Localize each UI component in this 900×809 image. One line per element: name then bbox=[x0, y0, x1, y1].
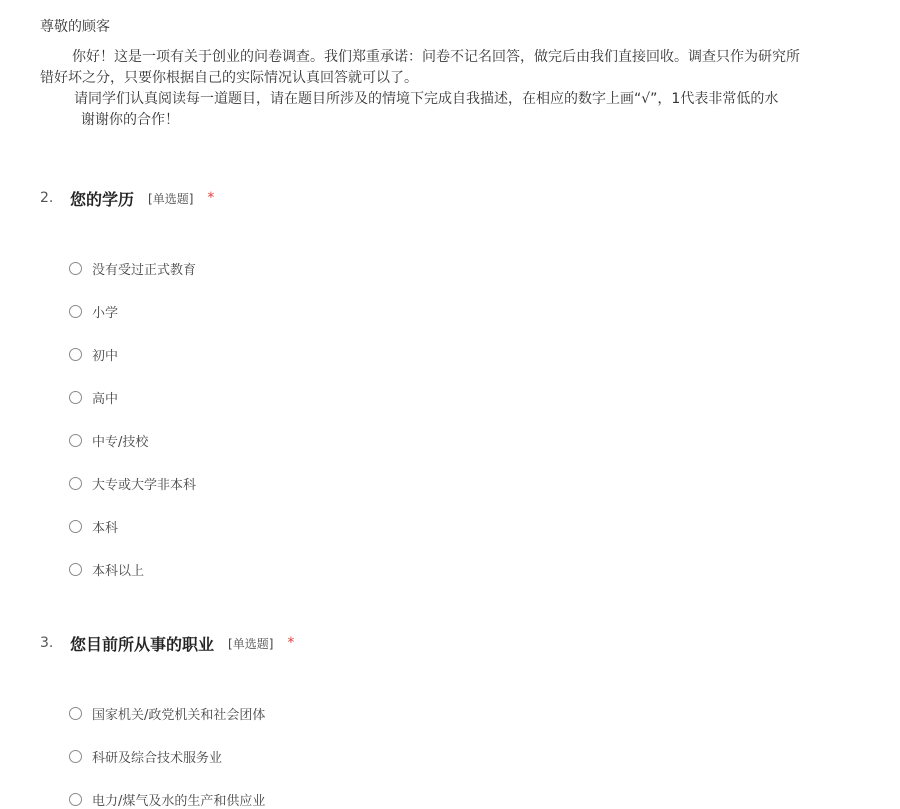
question-type-badge: [单选题] bbox=[148, 191, 194, 206]
required-asterisk: * bbox=[207, 190, 215, 206]
option-label: 小学 bbox=[92, 305, 119, 321]
q2-option-7[interactable] bbox=[69, 516, 118, 536]
q2-option-1[interactable] bbox=[69, 258, 196, 278]
radio-button[interactable] bbox=[69, 305, 82, 318]
q2-option-2[interactable] bbox=[69, 301, 118, 321]
question-3-header bbox=[40, 631, 294, 655]
question-title: 您目前所从事的职业 bbox=[70, 634, 215, 654]
option-label: 电力/煤气及水的生产和供应业 bbox=[92, 793, 266, 809]
radio-button[interactable] bbox=[69, 520, 82, 533]
survey-greeting: 尊敬的顾客 bbox=[40, 19, 110, 35]
intro-line-1: 你好！这是一项有关于创业的问卷调查。我们郑重承诺：问卷不记名回答，做完后由我们直接回收。调查只作为研究所 bbox=[72, 49, 800, 65]
radio-button[interactable] bbox=[69, 348, 82, 361]
question-number: 3. bbox=[40, 635, 54, 651]
radio-button[interactable] bbox=[69, 793, 82, 806]
radio-button[interactable] bbox=[69, 262, 82, 275]
q2-option-6[interactable] bbox=[69, 473, 196, 493]
radio-button[interactable] bbox=[69, 707, 82, 720]
q2-option-4[interactable] bbox=[69, 387, 118, 407]
option-label: 本科 bbox=[92, 520, 119, 536]
q3-option-2[interactable] bbox=[69, 746, 222, 766]
question-type-badge: [单选题] bbox=[228, 636, 274, 651]
radio-button[interactable] bbox=[69, 563, 82, 576]
q3-option-3[interactable] bbox=[69, 789, 265, 809]
intro-line-3: 请同学们认真阅读每一道题目，请在题目所涉及的情境下完成自我描述，在相应的数字上画“√”，1代表非常低的水 bbox=[74, 91, 779, 107]
radio-button[interactable] bbox=[69, 750, 82, 763]
option-label: 高中 bbox=[92, 391, 119, 407]
option-label: 初中 bbox=[92, 348, 119, 364]
radio-button[interactable] bbox=[69, 391, 82, 404]
question-number: 2. bbox=[40, 190, 54, 206]
option-label: 科研及综合技术服务业 bbox=[92, 750, 223, 766]
option-label: 大专或大学非本科 bbox=[92, 477, 197, 493]
q3-option-1[interactable] bbox=[69, 703, 265, 723]
q2-option-8[interactable] bbox=[69, 559, 144, 579]
intro-line-4: 谢谢你的合作！ bbox=[81, 112, 179, 128]
radio-button[interactable] bbox=[69, 477, 82, 490]
q2-option-3[interactable] bbox=[69, 344, 118, 364]
radio-button[interactable] bbox=[69, 434, 82, 447]
question-2-header bbox=[40, 186, 214, 210]
required-asterisk: * bbox=[287, 635, 295, 651]
option-label: 没有受过正式教育 bbox=[92, 262, 197, 278]
q2-option-5[interactable] bbox=[69, 430, 148, 450]
option-label: 本科以上 bbox=[92, 563, 145, 579]
question-title: 您的学历 bbox=[70, 189, 135, 209]
option-label: 国家机关/政党机关和社会团体 bbox=[92, 707, 266, 723]
survey-intro bbox=[40, 47, 900, 131]
intro-line-2: 错好坏之分，只要你根据自己的实际情况认真回答就可以了。 bbox=[40, 70, 418, 86]
option-label: 中专/技校 bbox=[92, 434, 149, 450]
